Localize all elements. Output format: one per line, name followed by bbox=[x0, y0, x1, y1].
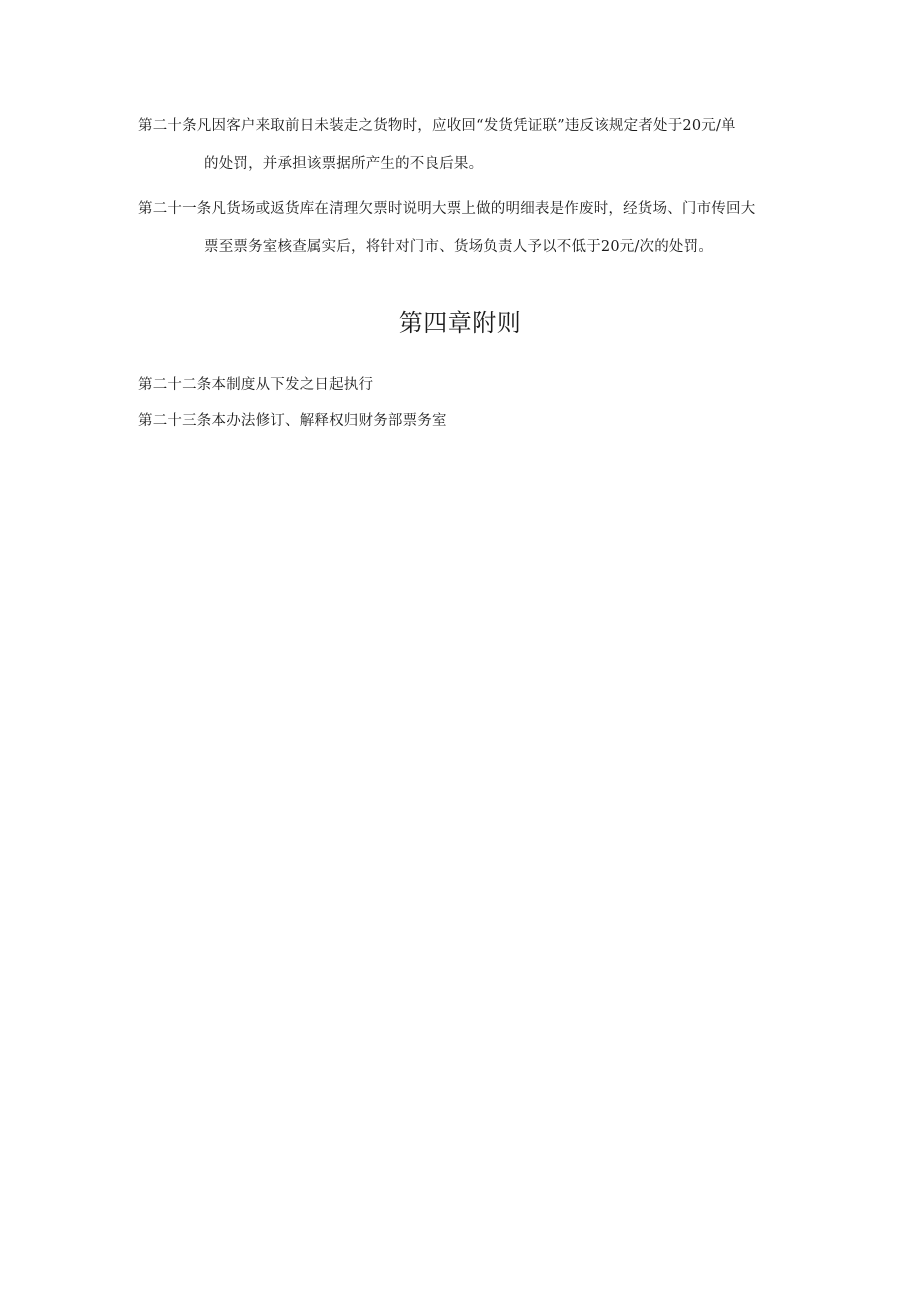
article-22-line: 第二十二条本制度从下发之日起执行 bbox=[138, 377, 374, 393]
article-23-line: 第二十三条本办法修订、解释权归财务部票务室 bbox=[138, 413, 447, 429]
article-20-line-1: 第二十条凡因客户来取前日未装走之货物时，应收回“发货凭证联”违反该规定者处于20元/单 bbox=[138, 118, 736, 134]
article-20 bbox=[138, 116, 788, 174]
article-21-line-1: 第二十一条凡货场或返货库在清理欠票时说明大票上做的明细表是作废时，经货场、门市传回大 bbox=[138, 201, 756, 217]
article-21 bbox=[138, 199, 788, 257]
article-22 bbox=[138, 375, 788, 395]
chapter-title: 第四章附则 bbox=[398, 309, 522, 337]
article-23 bbox=[138, 411, 788, 431]
article-20-line-2: 的处罚，并承担该票据所产生的不良后果。 bbox=[204, 156, 484, 172]
article-21-line-2: 票至票务室核查属实后，将针对门市、货场负责人予以不低于20元/次的处罚。 bbox=[204, 239, 714, 255]
